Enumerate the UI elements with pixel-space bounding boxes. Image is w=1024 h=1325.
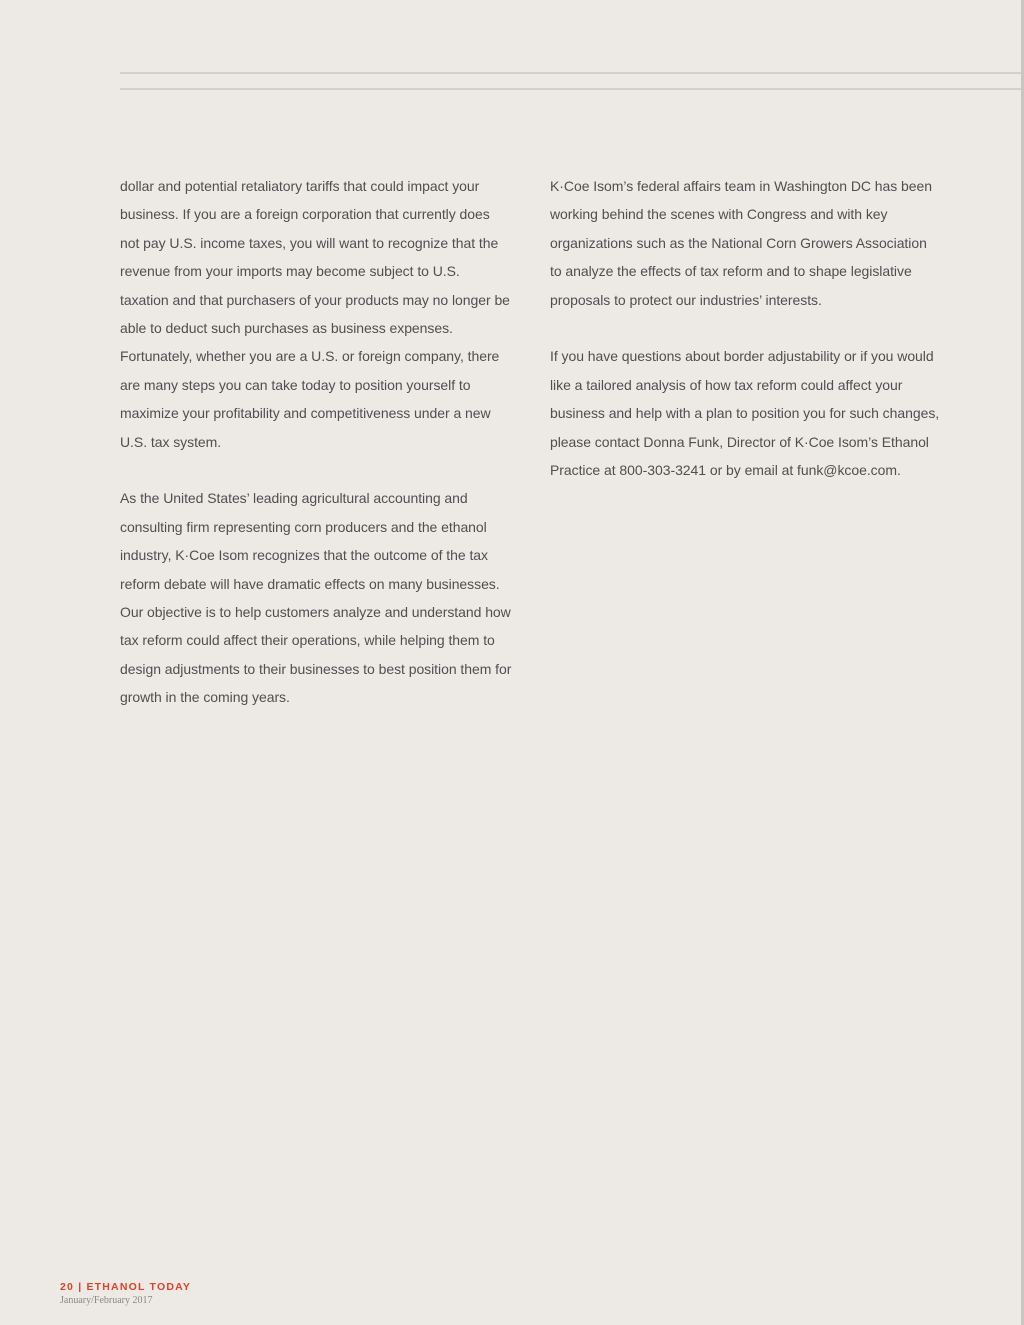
- header-rule-bottom: [120, 88, 1024, 90]
- article-column-left: [120, 172, 512, 740]
- article-column-right: [550, 172, 940, 513]
- paragraph: If you have questions about border adjustability or if you would like a tailored analysis of how tax reform could affect your business and help with a plan to position you for such changes, please contact Donna Funk, Director of K·Coe Isom’s Ethanol Practice at 800-303-3241 or by email at funk@kcoe.com.: [550, 348, 940, 479]
- paragraph: As the United States’ leading agricultural accounting and consulting firm representing corn producers and the ethanol industry, K·Coe Isom recognizes that the outcome of the tax reform debate will have dramatic effects on many businesses. Our objective is to help customers analyze and understand how tax reform could affect their operations, while helping them to design adjustments to their businesses to best position them for growth in the coming years.: [120, 490, 512, 706]
- issue-date: January/February 2017: [60, 1295, 153, 1306]
- paragraph: K·Coe Isom’s federal affairs team in Washington DC has been working behind the scenes with Congress and with key organizations such as the National Corn Growers Association to analyze the effects of tax reform and to shape legislative proposals to protect our industries’ interests.: [550, 178, 932, 308]
- header-rule-top: [120, 72, 1024, 74]
- paragraph: dollar and potential retaliatory tariffs that could impact your business. If you are a foreign corporation that currently does not pay U.S. income taxes, you will want to recognize that the revenue from your imports may become subject to U.S. taxation and that purchasers of your products may no longer be able to deduct such purchases as business expenses. Fortunately, whether you are a U.S. or foreign company, there are many steps you can take today to position yourself to maximize your profitability and competitiveness under a new U.S. tax system.: [120, 178, 510, 450]
- page-footer: [60, 1280, 191, 1308]
- page-number-label: 20 | ETHANOL TODAY: [60, 1281, 192, 1293]
